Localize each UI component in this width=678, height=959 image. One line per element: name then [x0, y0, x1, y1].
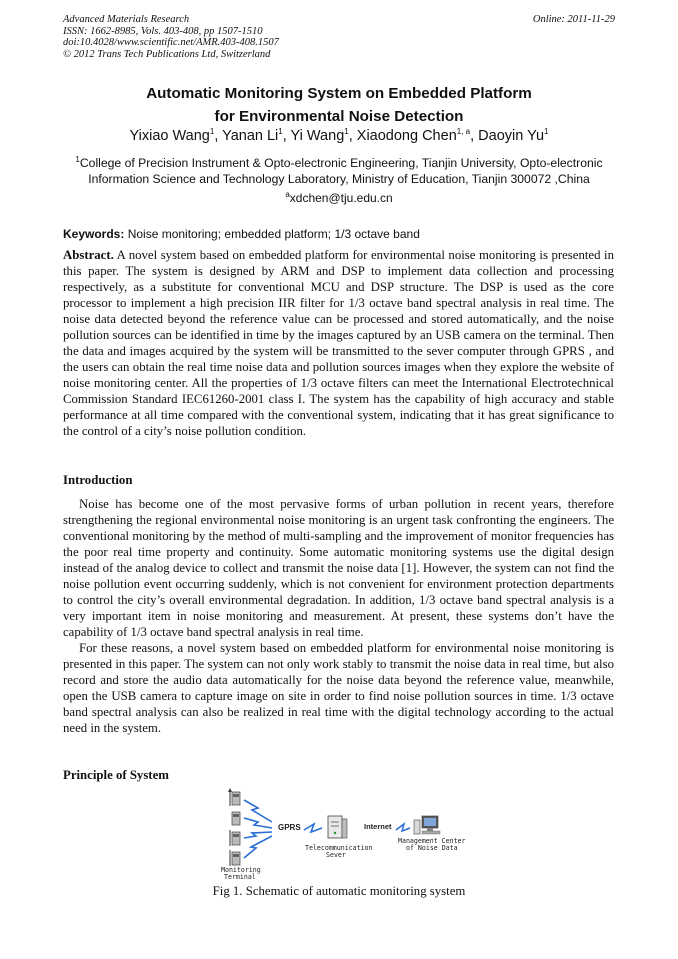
author-name: Daoyin Yu [478, 128, 545, 144]
internet-link-icon [396, 824, 410, 831]
system-schematic-figure [210, 786, 470, 886]
email-sup: a [285, 190, 290, 199]
principle-heading: Principle of System [63, 768, 169, 782]
journal-header [63, 14, 615, 60]
introduction-body [63, 496, 614, 736]
author-list [0, 128, 678, 144]
management-center-label: Management Center [398, 837, 466, 845]
abstract-text: A novel system based on embedded platform for environmental noise monitoring is presented in this paper. The system is designed by ARM and DSP to implement data collection and processing respectively, as a substitute for conventional MCU and DSP structure. The DSP is used as the core processor to implement a high precision IIR filter for 1/3 octave band spectral analysis in real time. The noise data detected beyond the reference value can be processed and stored automatically, and the noise pollution sources can be identified in time by the images captured by an USB camera on the terminal. Then the data and images acquired by the system will be transmitted to the sever computer through GPRS , and the users can obtain the real time noise data and pollution sources images when they explore the website of noise monitoring center. All the properties of 1/3 octave filters can meet the International Electrotechnical Commission Standard IEC61260-2001 class I. The system has the capability of high accuracy and stable performance at all time compared with the conventional system, indicating that it has great significance to the control of a city’s noise pollution condition. [63, 248, 614, 438]
issn-line: ISSN: 1662-8985, Vols. 403-408, pp 1507-1510 [63, 25, 263, 37]
author-name: Yi Wang [290, 128, 345, 144]
doi-line[interactable]: doi:10.4028/www.scientific.net/AMR.403-408.1507 [63, 37, 279, 48]
affiliation [40, 155, 638, 187]
author-sup: 1 [278, 127, 283, 137]
keywords [63, 227, 420, 241]
email-address[interactable]: xdchen@tju.edu.cn [289, 191, 393, 205]
paper-title [0, 82, 678, 128]
gprs-label: GPRS [278, 823, 301, 832]
keywords-text: Noise monitoring; embedded platform; 1/3 octave band [124, 227, 420, 241]
management-center-computer-icon [414, 816, 440, 834]
introduction-paragraph-2: For these reasons, a novel system based on embedded platform for environmental noise monitoring is presented in this paper. The system can not only work stably to transmit the noise data in real time, but also record and store the audio data automatically for the noise data beyond the reference value, meanwhile, open the USB camera to capture image on site in order to find noise pollution sources in time. 1/3 octave band spectral analysis can also be realized in real time with the digital technology according to the actual need in the system. [63, 641, 614, 735]
telecom-server-label: Sever [326, 851, 346, 859]
figure-caption: Fig 1. Schematic of automatic monitoring system [212, 884, 466, 898]
introduction-heading: Introduction [63, 473, 133, 487]
abstract [63, 247, 614, 439]
affiliation-sup: 1 [75, 154, 80, 164]
telecom-server-label: Telecommunication [305, 844, 373, 852]
author-sep: , [282, 128, 291, 144]
author-sep: , [348, 128, 357, 144]
author-name: Xiaodong Chen [356, 128, 457, 144]
keywords-label: Keywords: [63, 227, 125, 241]
author-sep: , [214, 128, 223, 144]
author-sup: 1, a [456, 127, 471, 137]
author-name: Yanan Li [222, 128, 279, 144]
copyright-line: © 2012 Trans Tech Publications Ltd, Switzerland [63, 48, 271, 60]
online-date: Online: 2011-11-29 [532, 14, 615, 25]
monitoring-terminal-icon [232, 812, 240, 825]
affiliation-line-1: College of Precision Instrument & Opto-electronic Engineering, Tianjin University, Opto-electronic [79, 156, 603, 170]
author-email [0, 191, 678, 205]
monitoring-terminal-icon [228, 788, 240, 806]
author-sup: 1 [344, 127, 349, 137]
management-center-label: of Noise Data [406, 844, 458, 852]
monitoring-terminal-label: Monitoring [221, 866, 261, 874]
title-line-2: for Environmental Noise Detection [214, 108, 464, 125]
abstract-label: Abstract. [63, 248, 114, 262]
monitoring-terminal-icon [230, 830, 240, 846]
author-name: Yixiao Wang [129, 128, 210, 144]
introduction-paragraph-1: Noise has become one of the most pervasive forms of urban pollution in recent years, therefore strengthening the regional environmental noise monitoring is an urgent task confronting the engineers. The conventional monitoring by the method of multi-sampling and the improvement of monitor frequencies has the poor real time property and continuity. Some automatic monitoring systems use the digital design instead of the analog device to collect and transmit the noise data [1]. However, the system can not find the noise pollution event occurring suddenly, which is not convenient for environment protection departments to control the city’s overall environmental degradation. In addition, 1/3 octave band spectral analysis is a very important item in noise monitoring and measurement. At present, these systems don’t have the capability of 1/3 octave band spectral analysis in real time. [63, 497, 614, 639]
author-sep: , [470, 128, 479, 144]
author-sup: 1 [209, 127, 215, 137]
monitoring-terminal-label: Terminal [224, 873, 256, 881]
title-line-1: Automatic Monitoring System on Embedded Platform [146, 85, 532, 102]
affiliation-line-2: Information Science and Technology Laboratory, Ministry of Education, Tianjin 300072 ,China [88, 172, 590, 186]
author-sup: 1 [544, 127, 549, 137]
monitoring-terminal-icon [230, 850, 240, 866]
internet-label: Internet [364, 822, 392, 831]
telecommunication-server-icon [328, 816, 347, 838]
journal-name: Advanced Materials Research [63, 14, 190, 25]
